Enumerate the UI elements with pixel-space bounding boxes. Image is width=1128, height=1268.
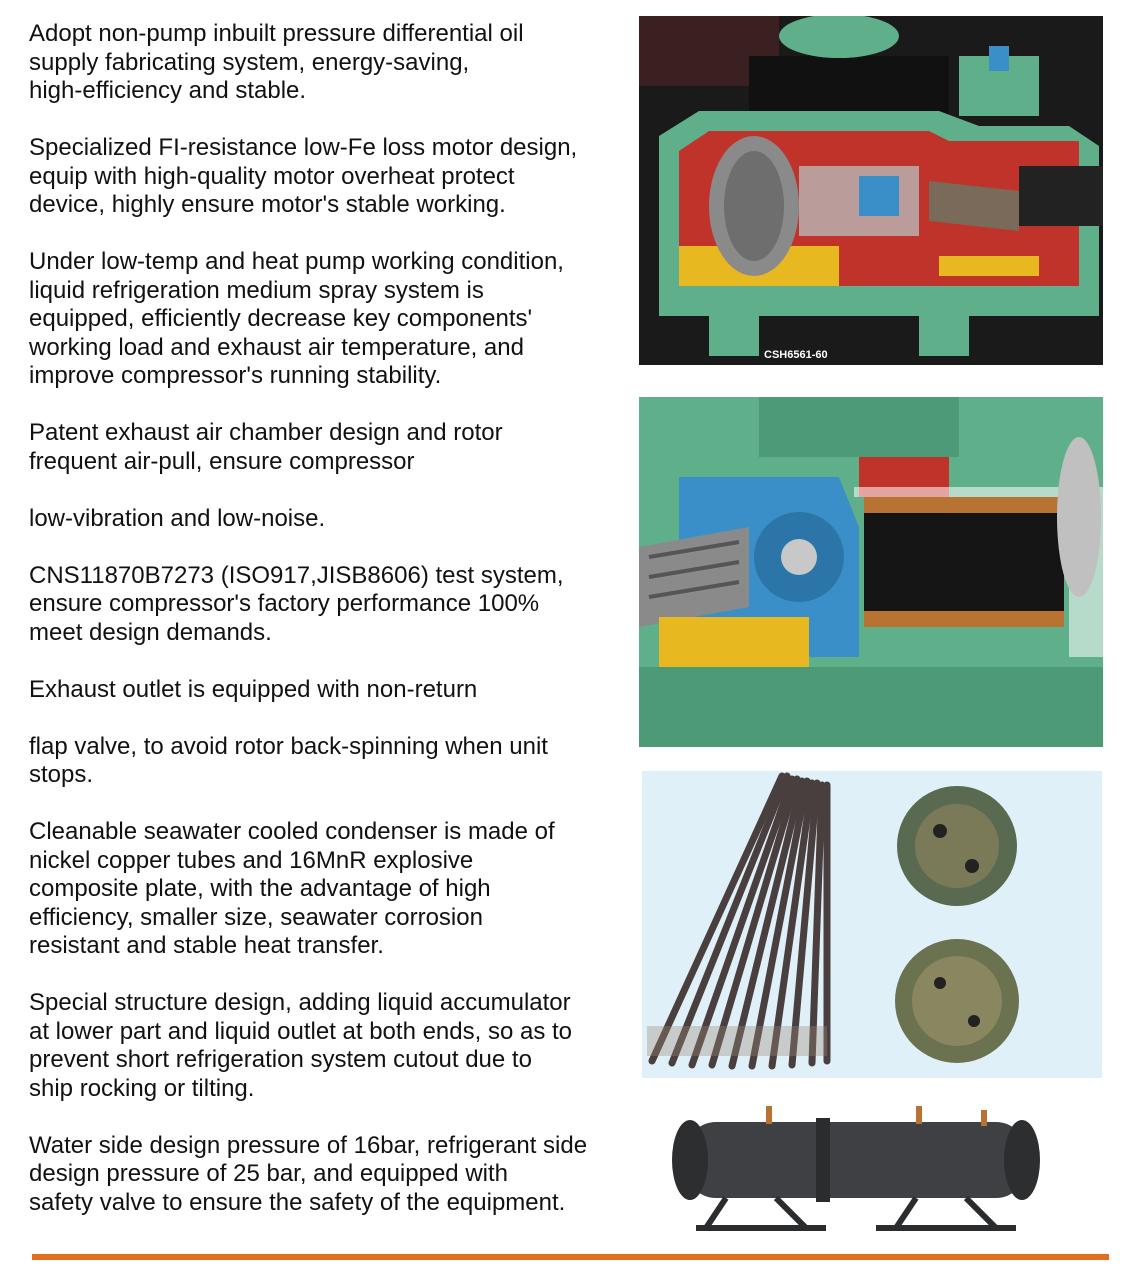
paragraph-flap-valve: flap valve, to avoid rotor back-spinning when unit stops. (29, 732, 548, 788)
feature-text-column (29, 20, 649, 1246)
paragraph-oil-supply: Adopt non-pump inbuilt pressure differential oil supply fabricating system, energy-saving, high-efficiency and stable. (29, 20, 524, 104)
paragraph-exhaust-chamber: Patent exhaust air chamber design and rotor frequent air-pull, ensure compressor (29, 419, 503, 475)
footer-accent-rule (32, 1254, 1109, 1260)
paragraph-accumulator: Special structure design, adding liquid accumulator at lower part and liquid outlet at both ends, so as to prevent short refrigeration system cutout due to ship rocking or tilting. (29, 989, 573, 1102)
compressor-rotor-photo (639, 397, 1103, 747)
paragraph-motor-design: Specialized FI-resistance low-Fe loss motor design, equip with high-quality motor overheat protect device, highly ensure motor's stable working. (29, 134, 578, 218)
paragraph-liquid-spray: Under low-temp and heat pump working condition, liquid refrigeration medium spray system is equipped, efficiently decrease key components' working load and exhaust air temperature, and improve compressor's running stability. (29, 248, 564, 389)
compressor-model-label: CSH6561-60 (764, 349, 828, 361)
paragraph-test-system: CNS11870B7273 (ISO917,JISB8606) test system, ensure compressor's factory performance 100% meet design demands. (29, 561, 564, 646)
compressor-cutaway-photo (639, 16, 1103, 365)
condenser-tubes-photo (642, 771, 1102, 1078)
paragraph-exhaust-outlet: Exhaust outlet is equipped with non-return (29, 675, 478, 703)
paragraph-design-pressure: Water side design pressure of 16bar, refrigerant side design pressure of 25 bar, and equipped with safety valve to ensure the safety of the equipment. (29, 1131, 588, 1216)
paragraph-condenser: Cleanable seawater cooled condenser is made of nickel copper tubes and 16MnR explosive composite plate, with the advantage of high efficiency, smaller size, seawater corrosion resistant and stable heat transfer. (29, 818, 555, 959)
shell-tube-condenser-photo (666, 1100, 1046, 1244)
paragraph-low-vibration: low-vibration and low-noise. (29, 504, 326, 532)
